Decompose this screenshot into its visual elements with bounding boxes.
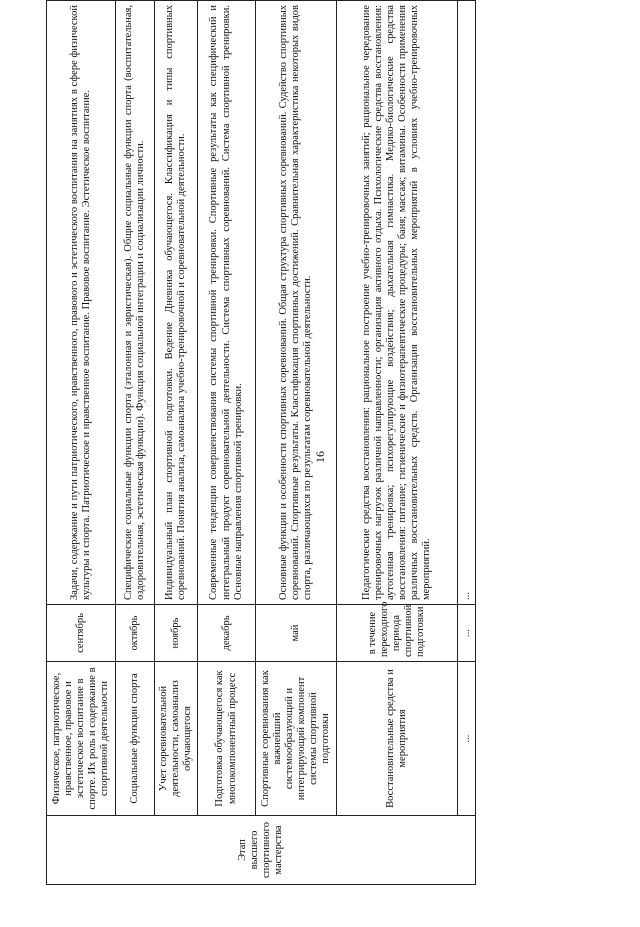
rotated-table-container [46, 0, 476, 885]
month-cell: май [256, 605, 336, 662]
table-row [197, 1, 255, 885]
topic-cell: Подготовка обучающегося как многокомпонентный процесс [197, 662, 255, 816]
content-cell: Педагогические средства восстановления: рациональное построение учебно-тренировочных занятий; рациональное чередование тренировочных нагрузок различной направленности; организация активного отдыха. Психологические средства восстановления: аутогенная тренировка; психорегулирующие воздействия; дыхательная гимнастика. Медико-биологические средства восстановления: питание; гигиенические и физиотерапевтические процедуры; баня; массаж; витамины. Особенности применения различных восстановительных средств. Организация восстановительных мероприятий в условиях учебно-тренировочных мероприятий. [336, 1, 458, 605]
training-schedule-table [46, 0, 476, 885]
month-cell: октябрь [115, 605, 155, 662]
topic-cell: ... [458, 662, 476, 816]
topic-cell: Учет соревновательной деятельности, самоанализ обучающегося [155, 662, 198, 816]
table-row [155, 1, 198, 885]
table-row [256, 1, 336, 885]
topic-cell: Социальные функции спорта [115, 662, 155, 816]
content-cell: ... [458, 1, 476, 605]
content-cell: Индивидуальный план спортивной подготовки. Ведение Дневника обучающегося. Классификация и типы спортивных соревнований. Понятия анализа, самоанализа учебно-тренировочной и соревновательной деятельности. [155, 1, 198, 605]
month-cell: ... [458, 605, 476, 662]
topic-cell: Спортивные соревнования как важнейший системообразующий и интегрирующий компонент системы спортивной подготовки [256, 662, 336, 816]
content-cell: Задачи, содержание и пути патриотического, нравственного, правового и эстетического воспитания на занятиях в сфере физической культуры и спорта. Патриотическое и нравственное воспитание. Правовое воспитание. Эстетическое воспитание. [47, 1, 116, 605]
month-cell: в течение переходного периода спортивной подготовки [336, 605, 458, 662]
stage-cell: Этап высшего спортивного мастерства [47, 816, 476, 885]
table-row [336, 1, 458, 885]
month-cell: сентябрь [47, 605, 116, 662]
topic-cell: Восстановительные средства и мероприятия [336, 662, 458, 816]
page-number: 16 [313, 451, 327, 463]
topic-cell: Физическое, патриотическое, нравственное, правовое и эстетическое воспитание в спорте. Их роль и содержание в спортивной деятельности [47, 662, 116, 816]
content-cell: Современные тенденции совершенствования системы спортивной тренировки. Спортивные результаты как специфический и интегральный продукт соревновательной деятельности. Система спортивных соревнований. Система спортивной тренировки. Основные направления спортивной тренировки. [197, 1, 255, 605]
table-row [458, 1, 476, 885]
table-row [47, 1, 116, 885]
content-cell: Специфические социальные функции спорта (эталонная и эвристическая). Общие социальные функции спорта (воспитательная, оздоровительная, эстетическая функции). Функция социальной интеграции и социализации личности. [115, 1, 155, 605]
content-cell: Основные функции и особенности спортивных соревнований. Общая структура спортивных соревнований. Судейство спортивных соревнований. Спортивные результаты. Классификация спортивных достижений. Сравнительная характеристика некоторых видов спорта, различающихся по результатам соревновательной деятельности. [256, 1, 336, 605]
table-row [115, 1, 155, 885]
month-cell: декабрь [197, 605, 255, 662]
month-cell: ноябрь [155, 605, 198, 662]
